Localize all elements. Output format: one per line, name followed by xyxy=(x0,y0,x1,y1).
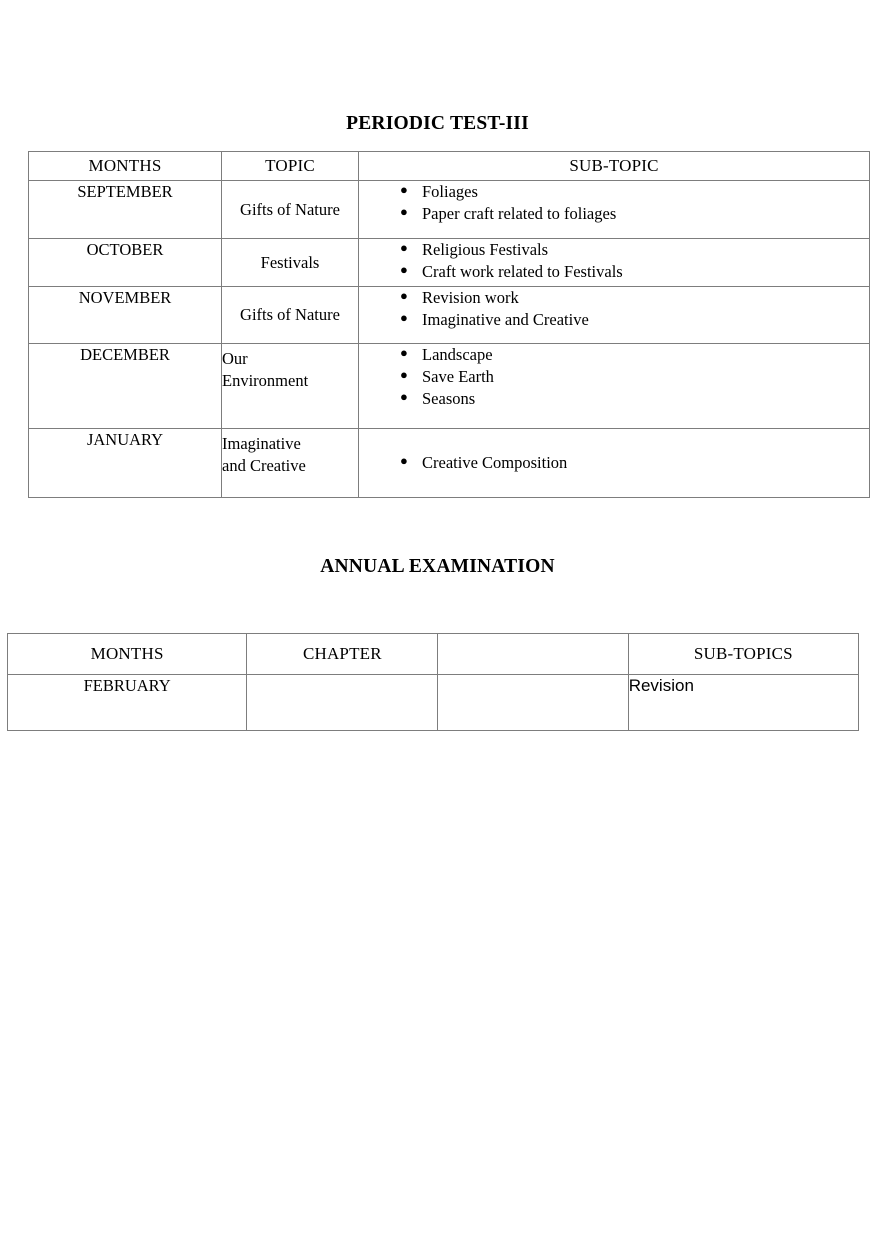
table-header-row xyxy=(29,152,870,181)
column-header-topic: TOPIC xyxy=(222,152,359,181)
subtopic-list xyxy=(359,344,869,410)
periodic-test-heading: PERIODIC TEST-III xyxy=(346,113,529,134)
topic-cell: Gifts of Nature xyxy=(222,287,359,344)
list-item-label: Creative Composition xyxy=(422,453,568,473)
bullet-icon: ● xyxy=(400,309,408,325)
annual-examination-heading: ANNUAL EXAMINATION xyxy=(320,556,555,577)
list-item xyxy=(359,261,869,283)
month-cell: FEBRUARY xyxy=(8,675,247,731)
bullet-icon: ● xyxy=(400,345,408,360)
column-header-months: MONTHS xyxy=(8,634,247,675)
list-item-label: Imaginative and Creative xyxy=(422,309,589,329)
list-item xyxy=(359,366,869,388)
list-item-label: Religious Festivals xyxy=(422,240,549,259)
subtopics-cell: Revision xyxy=(628,675,858,731)
subtopic-list xyxy=(359,287,869,331)
list-item-label: Seasons xyxy=(422,388,476,408)
subtopic-list xyxy=(359,452,869,474)
column-header-subtopics: SUB-TOPICS xyxy=(628,634,858,675)
month-cell: JANUARY xyxy=(29,429,222,498)
bullet-icon: ● xyxy=(400,388,408,404)
column-header-subtopic: SUB-TOPIC xyxy=(359,152,870,181)
list-item-label: Save Earth xyxy=(422,366,494,386)
subtopic-cell xyxy=(359,239,870,287)
table-row xyxy=(29,181,870,239)
month-cell: OCTOBER xyxy=(29,239,222,287)
list-item xyxy=(359,181,869,203)
topic-cell: Gifts of Nature xyxy=(222,181,359,239)
column-header-months: MONTHS xyxy=(29,152,222,181)
subtopic-cell xyxy=(359,287,870,344)
month-cell: DECEMBER xyxy=(29,344,222,429)
list-item-label: Paper craft related to foliages xyxy=(422,203,617,223)
list-item xyxy=(359,309,869,331)
list-item xyxy=(359,388,869,410)
bullet-icon: ● xyxy=(400,366,408,382)
list-item xyxy=(359,452,869,474)
subtopic-list xyxy=(359,181,869,225)
list-item xyxy=(359,344,869,366)
bullet-icon: ● xyxy=(400,182,408,197)
list-item-label: Craft work related to Festivals xyxy=(422,261,623,281)
subtopic-list xyxy=(359,239,869,283)
topic-line: Environment xyxy=(222,370,309,390)
list-item-label: Foliages xyxy=(422,182,478,201)
list-item-label: Revision work xyxy=(422,288,519,307)
bullet-icon: ● xyxy=(400,288,408,303)
list-item xyxy=(359,287,869,309)
annual-examination-table xyxy=(7,633,859,731)
bullet-icon: ● xyxy=(400,203,408,219)
bullet-icon: ● xyxy=(400,240,408,255)
topic-line: Imaginative xyxy=(222,434,301,453)
periodic-test-table xyxy=(28,151,870,498)
table-row xyxy=(29,429,870,498)
list-item-label: Landscape xyxy=(422,345,493,364)
chapter-cell xyxy=(247,675,438,731)
table-row xyxy=(8,675,859,731)
list-item xyxy=(359,203,869,225)
topic-cell xyxy=(222,344,359,429)
subtopic-cell xyxy=(359,429,870,498)
topic-line: and Creative xyxy=(222,455,306,475)
table-row xyxy=(29,287,870,344)
column-header-blank xyxy=(438,634,628,675)
blank-cell xyxy=(438,675,628,731)
topic-cell: Festivals xyxy=(222,239,359,287)
table-row xyxy=(29,344,870,429)
list-item xyxy=(359,239,869,261)
bullet-icon: ● xyxy=(400,261,408,277)
topic-line: Our xyxy=(222,349,248,368)
topic-cell xyxy=(222,429,359,498)
table-row xyxy=(29,239,870,287)
subtopic-cell xyxy=(359,344,870,429)
subtopic-cell xyxy=(359,181,870,239)
bullet-icon: ● xyxy=(400,453,408,469)
table-header-row xyxy=(8,634,859,675)
column-header-chapter: CHAPTER xyxy=(247,634,438,675)
month-cell: NOVEMBER xyxy=(29,287,222,344)
month-cell: SEPTEMBER xyxy=(29,181,222,239)
